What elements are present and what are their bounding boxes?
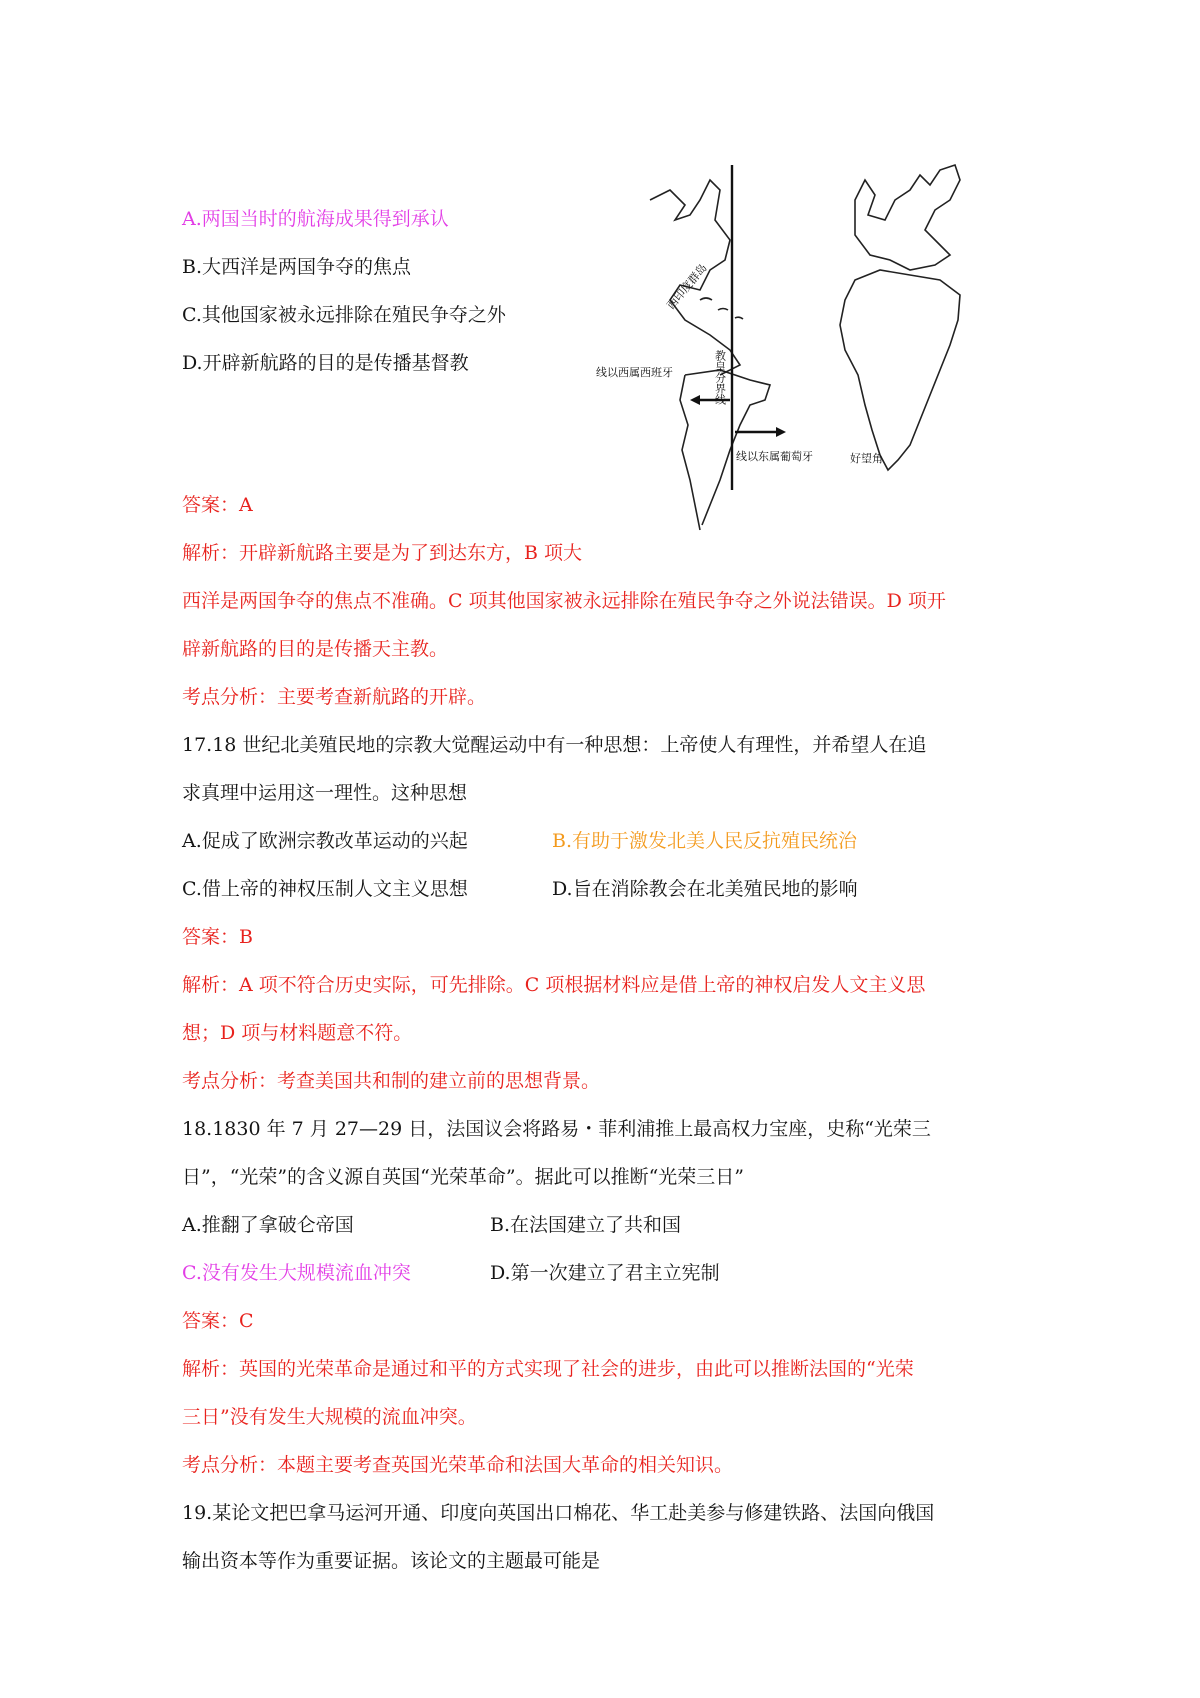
q18-analysis: 考点分析：本题主要考查英国光荣革命和法国大革命的相关知识。 bbox=[182, 1454, 734, 1476]
q16-option-b: B.大西洋是两国争夺的焦点 bbox=[182, 256, 412, 278]
q16-explanation-line-3: 辟新航路的目的是传播天主教。 bbox=[182, 638, 449, 660]
label-papal-line: 教皇分界线 bbox=[713, 350, 727, 405]
label-cape-of-good-hope: 好望角 bbox=[850, 452, 883, 465]
q17-option-b: B.有助于激发北美人民反抗殖民统治 bbox=[552, 830, 858, 852]
q18-stem-line-2: 日”，“光荣”的含义源自英国“光荣革命”。据此可以推断“光荣三日” bbox=[182, 1166, 744, 1188]
q16-option-a: A.两国当时的航海成果得到承认 bbox=[182, 208, 449, 230]
q16-explanation-line-1: 解析：开辟新航路主要是为了到达东方，B 项大 bbox=[182, 542, 583, 564]
label-west-indies: 西印度群岛 bbox=[664, 261, 710, 312]
q17-option-a: A.促成了欧洲宗教改革运动的兴起 bbox=[182, 830, 468, 852]
q18-stem-line-1: 18.1830 年 7 月 27—29 日，法国议会将路易・菲利浦推上最高权力宝座，史称“光荣三 bbox=[182, 1118, 931, 1140]
east-arrow-head bbox=[776, 427, 786, 437]
q18-option-d: D.第一次建立了君主立宪制 bbox=[490, 1262, 720, 1284]
caribbean-islands bbox=[700, 298, 743, 319]
q19-stem-line-1: 19.某论文把巴拿马运河开通、印度向英国出口棉花、华工赴美参与修建铁路、法国向俄国 bbox=[182, 1502, 935, 1524]
q16-explanation-line-2: 西洋是两国争夺的焦点不准确。C 项其他国家被永远排除在殖民争夺之外说法错误。D 项开 bbox=[182, 590, 946, 612]
q16-answer: 答案：A bbox=[182, 494, 253, 516]
q18-option-c: C.没有发生大规模流血冲突 bbox=[182, 1262, 411, 1284]
q17-explanation-line-1: 解析：A 项不符合历史实际，可先排除。C 项根据材料应是借上帝的神权启发人文主义思 bbox=[182, 974, 926, 996]
q17-explanation-line-2: 想；D 项与材料题意不符。 bbox=[182, 1022, 413, 1044]
q17-analysis: 考点分析：考查美国共和制的建立前的思想背景。 bbox=[182, 1070, 601, 1092]
label-west-spain: 线以西属西班牙 bbox=[596, 366, 673, 379]
q18-explanation-line-2: 三日”没有发生大规模的流血冲突。 bbox=[182, 1406, 477, 1428]
europe-coast bbox=[855, 165, 960, 270]
q17-stem-line-1: 17.18 世纪北美殖民地的宗教大觉醒运动中有一种思想：上帝使人有理性，并希望人在追 bbox=[182, 734, 927, 756]
q17-option-c: C.借上帝的神权压制人文主义思想 bbox=[182, 878, 468, 900]
label-east-portugal: 线以东属葡萄牙 bbox=[736, 450, 813, 463]
africa-coast bbox=[840, 270, 960, 470]
papal-line-map bbox=[596, 160, 1000, 540]
q17-stem-line-2: 求真理中运用这一理性。这种思想 bbox=[182, 782, 468, 804]
q17-answer: 答案：B bbox=[182, 926, 253, 948]
q17-option-d: D.旨在消除教会在北美殖民地的影响 bbox=[552, 878, 858, 900]
q18-explanation-line-1: 解析：英国的光荣革命是通过和平的方式实现了社会的进步，由此可以推断法国的“光荣 bbox=[182, 1358, 914, 1380]
q16-option-c: C.其他国家被永远排除在殖民争夺之外 bbox=[182, 304, 506, 326]
q18-option-a: A.推翻了拿破仑帝国 bbox=[182, 1214, 354, 1236]
q16-option-d: D.开辟新航路的目的是传播基督教 bbox=[182, 352, 469, 374]
q19-stem-line-2: 输出资本等作为重要证据。该论文的主题最可能是 bbox=[182, 1550, 601, 1572]
west-arrow-head bbox=[690, 395, 700, 405]
q18-option-b: B.在法国建立了共和国 bbox=[490, 1214, 682, 1236]
q18-answer: 答案：C bbox=[182, 1310, 254, 1332]
q16-analysis: 考点分析：主要考查新航路的开辟。 bbox=[182, 686, 487, 708]
